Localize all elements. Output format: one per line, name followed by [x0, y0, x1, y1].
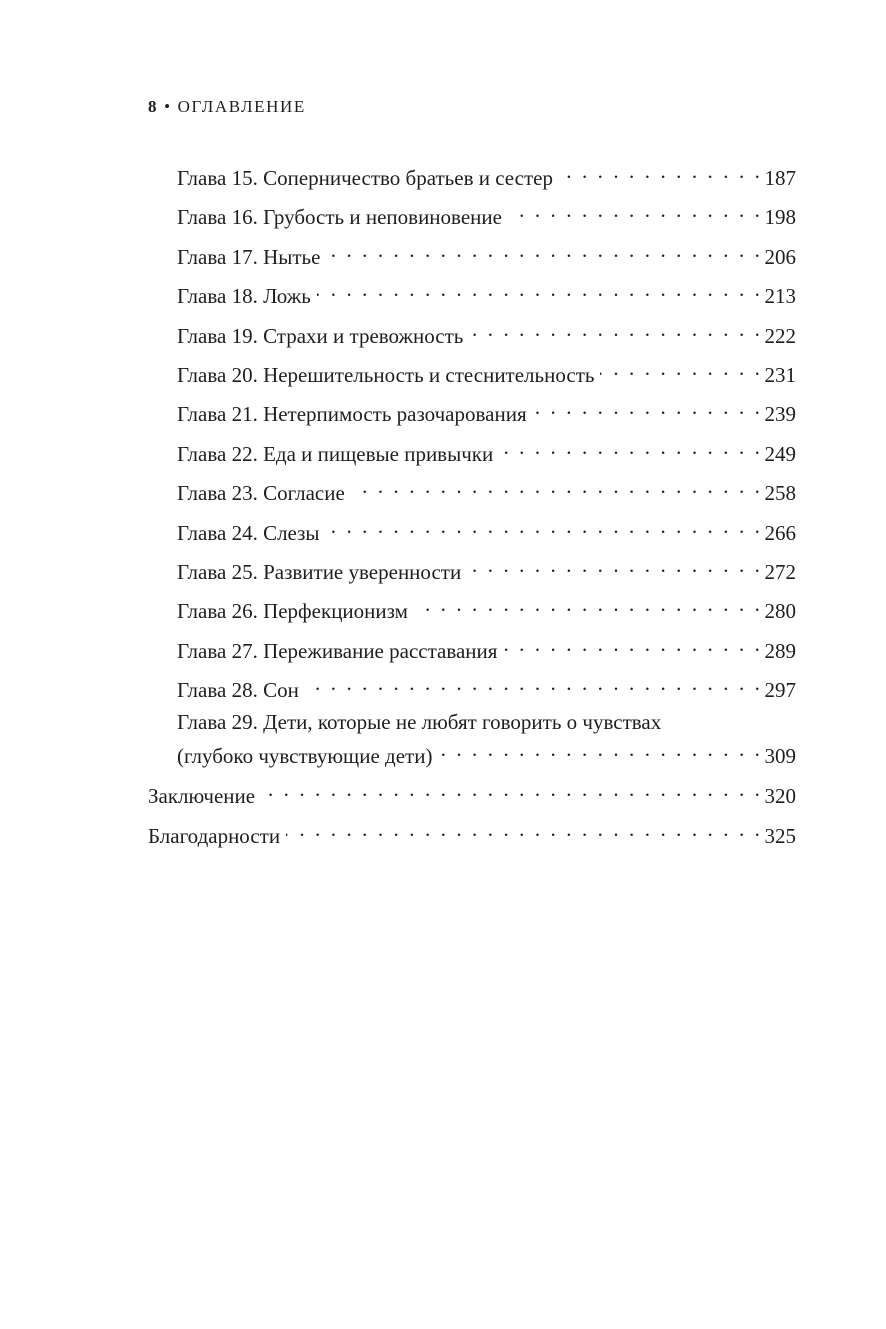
running-head: [148, 97, 306, 117]
dot-leader: [326, 513, 763, 540]
toc-entry-page: 249: [764, 441, 796, 466]
toc-entry-page: 222: [764, 323, 796, 348]
toc-entry-title: Глава 18. Ложь: [177, 284, 311, 309]
toc-entry-chapter-27: [177, 631, 796, 670]
toc-entry-title-line-2: (глубоко чувствующие дети): [177, 744, 433, 769]
toc-entry-chapter-16: [177, 197, 796, 236]
toc-entry-page: 266: [764, 520, 796, 545]
toc-entry-chapter-22: [177, 434, 796, 473]
bullet-separator: •: [164, 97, 172, 116]
toc-entry-page: 325: [764, 823, 796, 848]
toc-entry-acknowledgements: [148, 816, 796, 855]
toc-entry-title: Глава 27. Переживание расставания: [177, 638, 498, 663]
toc-entry-page: 297: [764, 678, 796, 703]
toc-entry-title: Глава 25. Развитие уверенности: [177, 559, 462, 584]
toc-entry-chapter-19: [177, 316, 796, 355]
toc-entry-page: 272: [764, 559, 796, 584]
dot-leader: [467, 552, 762, 579]
toc-entry-title: Глава 17. Нытье: [177, 244, 321, 269]
toc-entry-page: 187: [764, 166, 796, 190]
toc-entry-chapter-15: [177, 158, 796, 197]
toc-entry-chapter-28: [177, 670, 796, 709]
toc-entry-chapter-29: [177, 709, 796, 776]
toc-entry-page: 258: [764, 481, 796, 506]
toc-entry-chapter-17: [177, 237, 796, 276]
toc-entry-chapter-20: [177, 355, 796, 394]
toc-entry-page: 198: [764, 205, 796, 230]
dot-leader: [414, 591, 763, 618]
dot-leader: [469, 316, 762, 343]
toc-entry-chapter-23: [177, 473, 796, 512]
section-title: ОГЛАВЛЕНИЕ: [177, 97, 306, 116]
toc-entry-title-line-1: Глава 29. Дети, которые не любят говорить о чувствах: [177, 710, 662, 735]
toc-entry-title: Глава 16. Грубость и неповиновение: [177, 205, 502, 230]
dot-leader: [533, 394, 763, 421]
toc-entry-page: 231: [764, 362, 796, 387]
dot-leader: [503, 631, 762, 658]
toc-entry-page: 289: [764, 638, 796, 663]
toc-entry-chapter-18: [177, 276, 796, 315]
toc-entry-page: 309: [764, 744, 796, 769]
toc-entry-title: Глава 19. Страхи и тревожность: [177, 323, 464, 348]
toc-entry-title: Глава 26. Перфекционизм: [177, 599, 408, 624]
toc-entry-title: Благодарности: [148, 823, 281, 848]
toc-entry-page: 206: [764, 244, 796, 269]
toc-entry-title: Заключение: [148, 784, 256, 809]
dot-leader: [600, 355, 762, 382]
toc-entry-conclusion: [148, 776, 796, 815]
dot-leader: [326, 237, 762, 264]
dot-leader: [305, 670, 763, 697]
toc-entry-chapter-26: [177, 591, 796, 630]
dot-leader: [559, 158, 763, 185]
toc-entry-title: Глава 21. Нетерпимость разочарования: [177, 402, 527, 427]
toc-entry-page: 280: [764, 599, 796, 624]
page-number: 8: [148, 97, 159, 116]
dot-leader: [499, 434, 762, 461]
toc-entry-chapter-25: [177, 552, 796, 591]
toc-entry-title: Глава 20. Нерешительность и стеснительность: [177, 362, 595, 387]
dot-leader: [351, 473, 763, 500]
dot-leader: [508, 197, 763, 224]
dot-leader: [317, 276, 763, 303]
dot-leader: [286, 816, 762, 843]
toc-entry-page: 239: [764, 402, 796, 427]
table-of-contents: [148, 158, 796, 855]
toc-entry-chapter-24: [177, 513, 796, 552]
toc-entry-title: Глава 28. Сон: [177, 678, 299, 703]
toc-entry-title: Глава 22. Еда и пищевые привычки: [177, 441, 494, 466]
toc-entry-page: 213: [764, 284, 796, 309]
toc-entry-title: Глава 24. Слезы: [177, 520, 320, 545]
toc-entry-title: Глава 15. Соперничество братьев и сестер: [177, 166, 553, 190]
toc-entry-title: Глава 23. Согласие: [177, 481, 345, 506]
dot-leader: [438, 736, 762, 763]
dot-leader: [261, 776, 762, 803]
toc-entry-page: 320: [764, 784, 796, 809]
toc-entry-chapter-21: [177, 394, 796, 433]
